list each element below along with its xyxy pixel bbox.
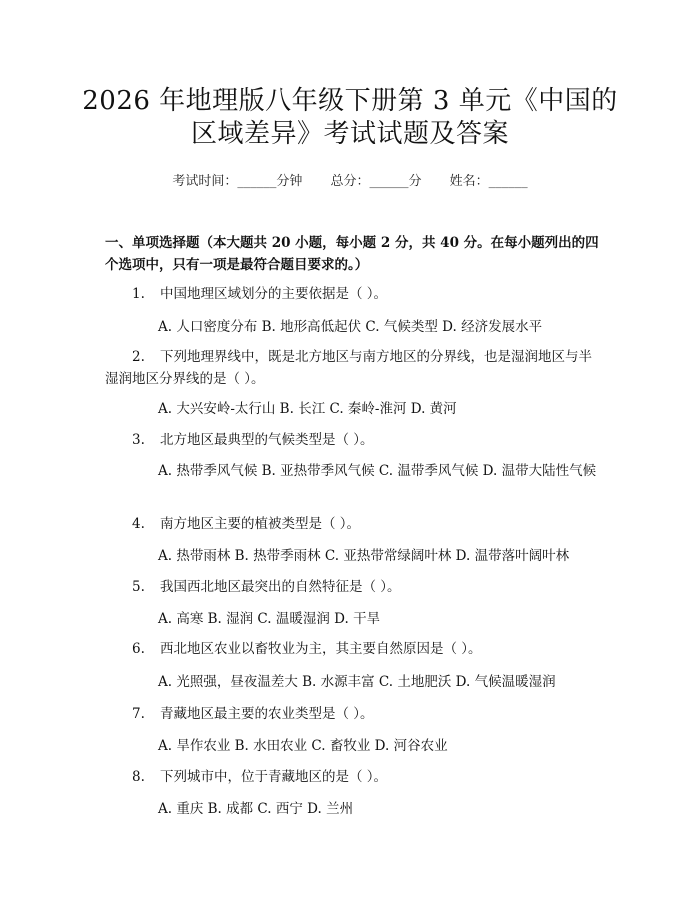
question-3 xyxy=(105,429,600,451)
total-score-field: 总分：______分 xyxy=(330,174,422,189)
question-text: 下列城市中，位于青藏地区的是（ ）。 xyxy=(160,769,388,785)
question-number: 7. xyxy=(132,706,145,722)
question-7 xyxy=(105,703,600,725)
question-text: 西北地区农业以畜牧业为主，其主要自然原因是（ ）。 xyxy=(160,641,482,657)
question-6 xyxy=(105,638,600,660)
question-number: 6. xyxy=(132,641,145,657)
question-number: 1. xyxy=(132,286,145,302)
question-4 xyxy=(105,513,600,535)
question-6-options: A. 光照强，昼夜温差大 B. 水源丰富 C. 土地肥沃 D. 气候温暖湿润 xyxy=(158,674,556,690)
question-8-options: A. 重庆 B. 成都 C. 西宁 D. 兰州 xyxy=(158,801,354,817)
section-heading: 一、单项选择题（本大题共 20 小题，每小题 2 分，共 40 分。在每小题列出的四个选项中，只有一项是最符合题目要求的。） xyxy=(105,235,599,273)
question-8 xyxy=(105,766,600,788)
exam-title-line-1: 2026 年地理版八年级下册第 3 单元《中国的 xyxy=(82,86,618,116)
question-2 xyxy=(105,346,600,390)
question-5-options: A. 高寒 B. 湿润 C. 温暖湿润 D. 干旱 xyxy=(158,611,381,627)
question-number: 8. xyxy=(132,769,145,785)
exam-time-field: 考试时间：______分钟 xyxy=(172,174,303,189)
question-text: 青藏地区最主要的农业类型是（ ）。 xyxy=(160,706,374,722)
question-7-options: A. 旱作农业 B. 水田农业 C. 畜牧业 D. 河谷农业 xyxy=(158,738,448,754)
question-number: 4. xyxy=(132,516,145,532)
question-3-options: A. 热带季风气候 B. 亚热带季风气候 C. 温带季风气候 D. 温带大陆性气候 xyxy=(158,463,597,479)
exam-info-row xyxy=(0,170,700,189)
question-number: 5. xyxy=(132,579,145,595)
exam-title-line-2: 区域差异》考试试题及答案 xyxy=(190,119,509,149)
question-4-options: A. 热带雨林 B. 热带季雨林 C. 亚热带常绿阔叶林 D. 温带落叶阔叶林 xyxy=(158,548,570,564)
question-text: 南方地区主要的植被类型是（ ）。 xyxy=(160,516,361,532)
question-1 xyxy=(105,283,600,305)
question-text: 中国地理区域划分的主要依据是（ ）。 xyxy=(160,286,388,302)
question-text: 我国西北地区最突出的自然特征是（ ）。 xyxy=(160,579,401,595)
question-text: 下列地理界线中，既是北方地区与南方地区的分界线，也是湿润地区与半湿润地区分界线的是（ ）。 xyxy=(105,349,592,387)
question-number: 3. xyxy=(132,432,145,448)
student-name-field: 姓名：______ xyxy=(449,174,528,189)
question-5 xyxy=(105,576,600,598)
question-text: 北方地区最典型的气候类型是（ ）。 xyxy=(160,432,374,448)
question-2-options: A. 大兴安岭-太行山 B. 长江 C. 秦岭-淮河 D. 黄河 xyxy=(158,401,457,417)
question-number: 2. xyxy=(132,349,145,365)
question-1-options: A. 人口密度分布 B. 地形高低起伏 C. 气候类型 D. 经济发展水平 xyxy=(158,319,543,335)
